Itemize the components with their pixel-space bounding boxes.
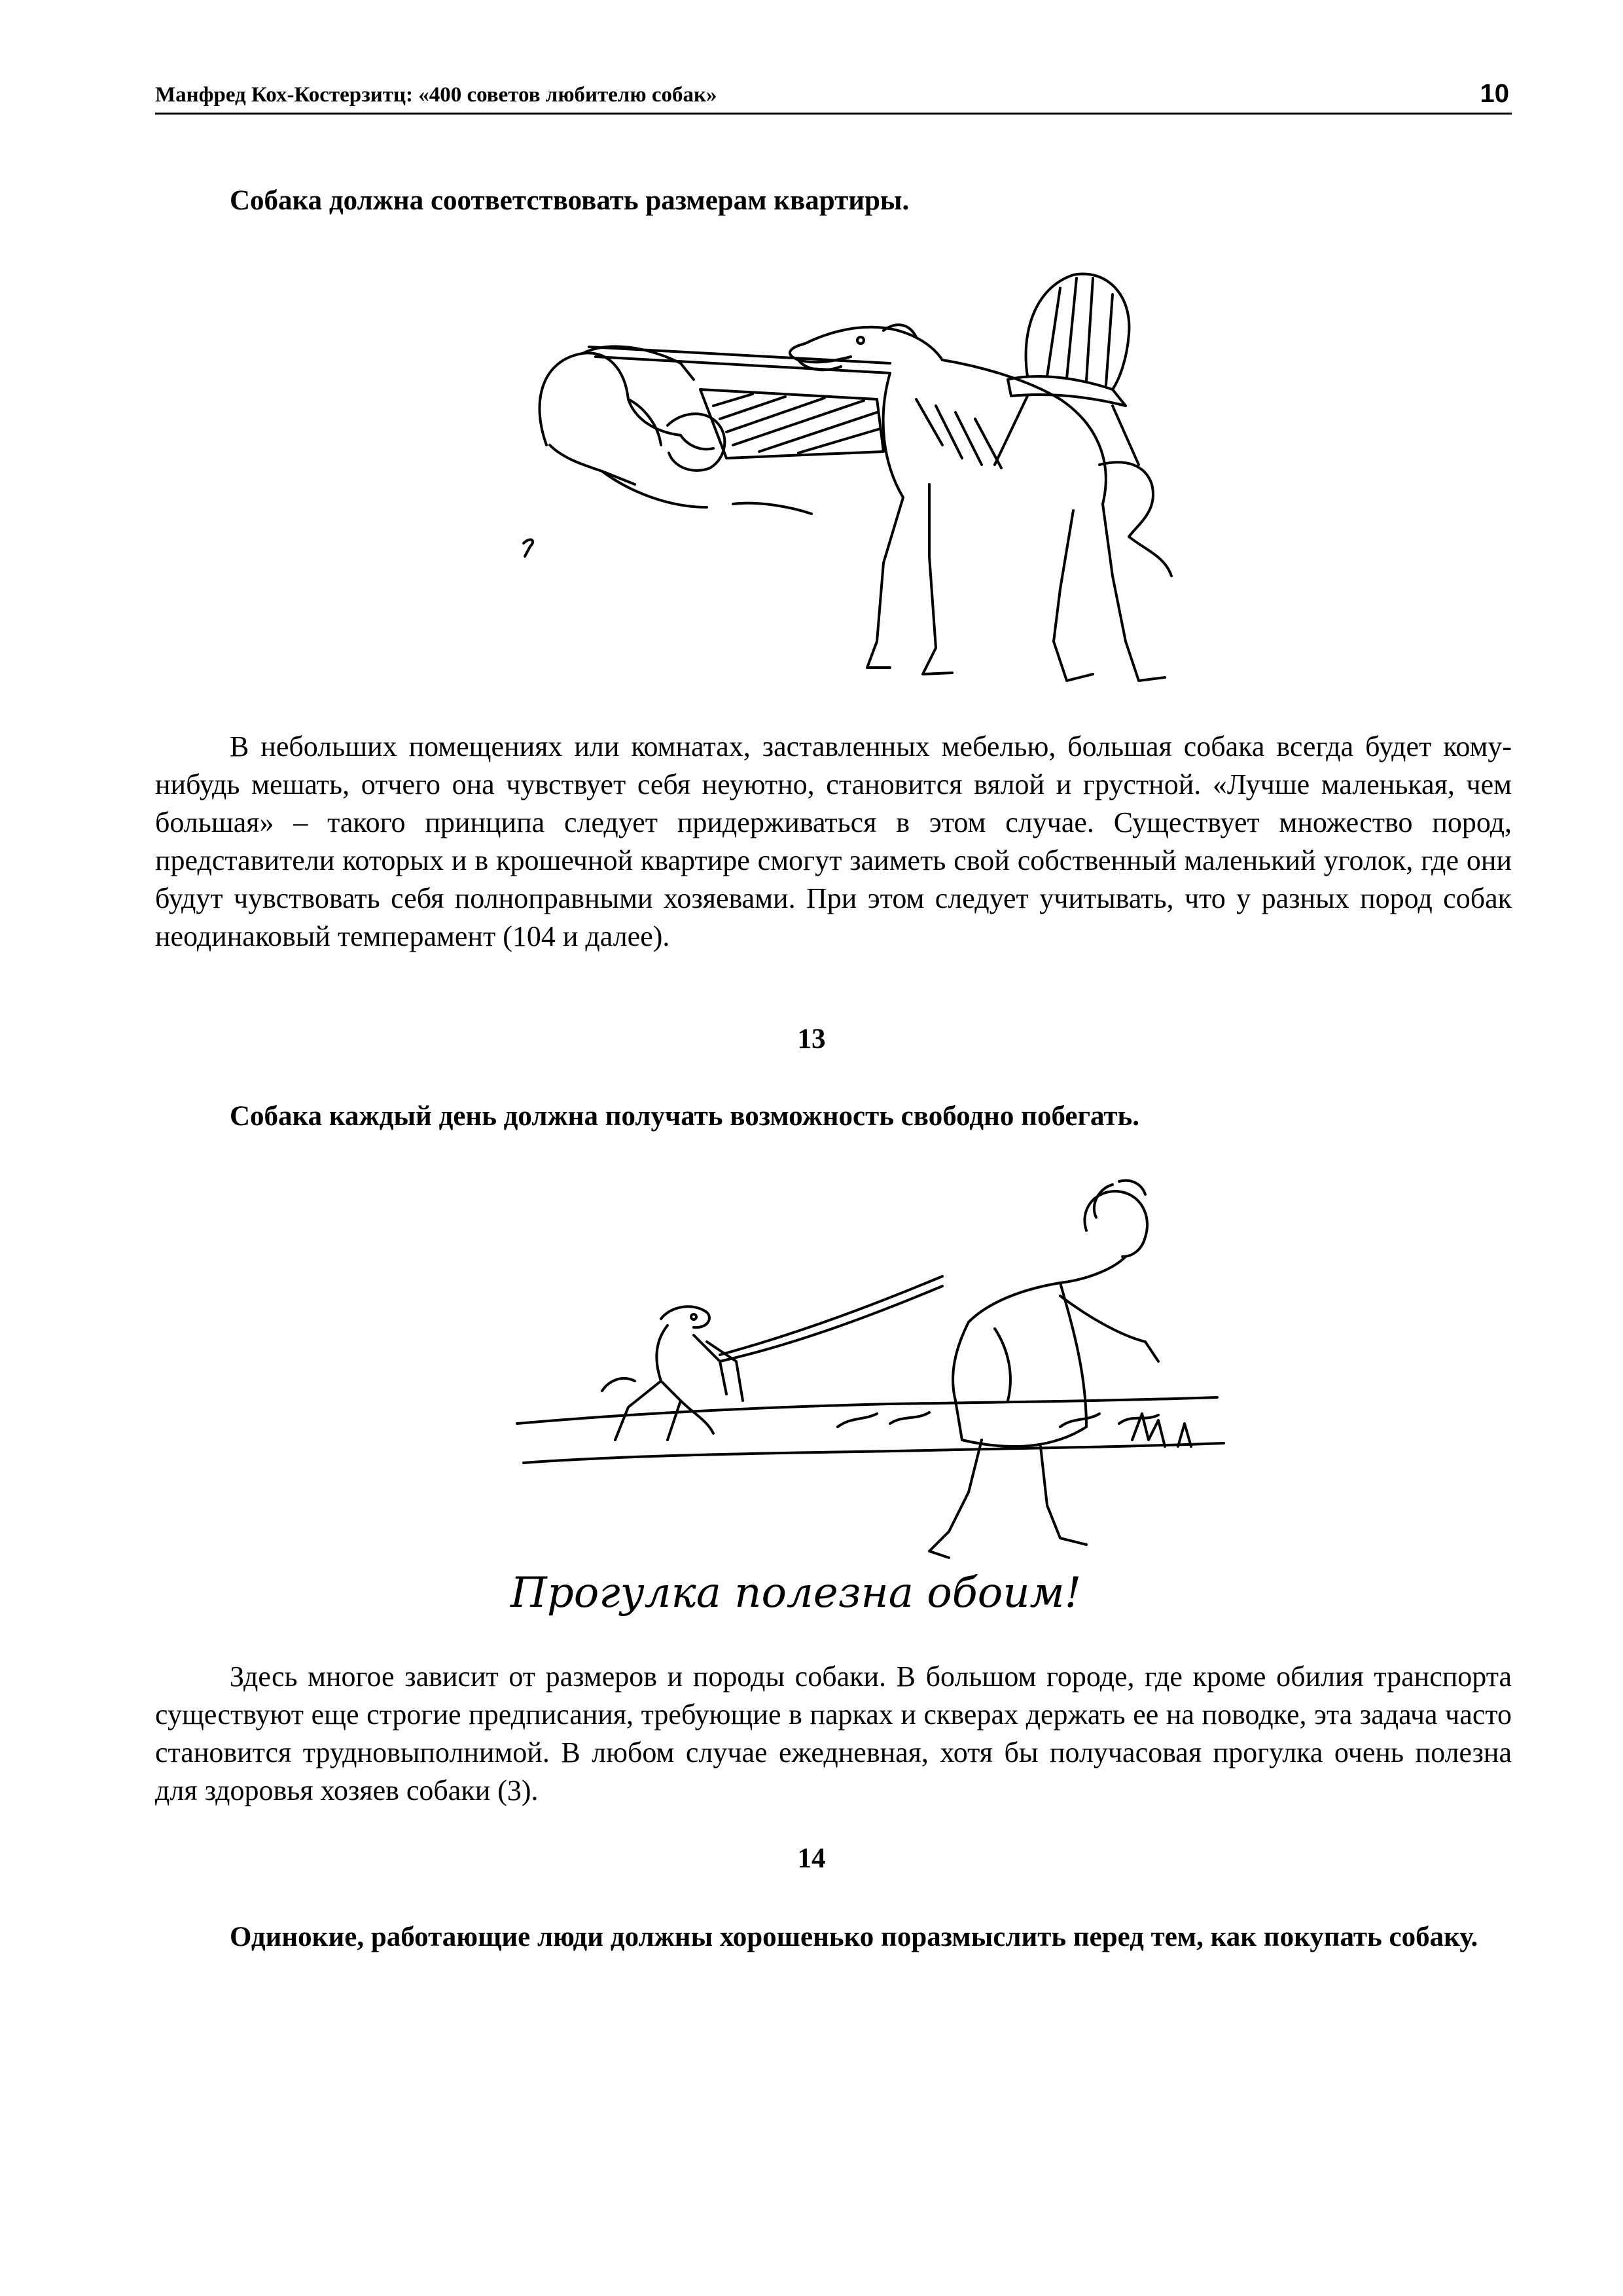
tip-13-paragraph-text: Здесь многое зависит от размеров и породы собаки. В большом городе, где кроме обилия транспорта существуют еще строгие предписания, требующие в парках и скверах держать ее на поводке, эта задача часто становится трудновыполнимой. В любом случае ежедневная, хотя бы получасовая прогулка очень полезна для здоровья хозяев собаки (3). xyxy=(155,1660,1512,1806)
tip-13-number: 13 xyxy=(797,1024,826,1054)
tip-14-number: 14 xyxy=(797,1843,826,1874)
book-title: Манфред Кох-Костерзитц: «400 советов любителю собак» xyxy=(155,83,717,107)
dog-walking-illustration xyxy=(497,1165,1257,1636)
page-number: 10 xyxy=(1480,79,1509,108)
tip-12-paragraph xyxy=(155,728,1512,956)
tip-13-heading: Собака каждый день должна получать возможность свободно побегать. xyxy=(230,1101,1139,1132)
tip-14-heading: Одинокие, работающие люди должны хорошенько поразмыслить перед тем, как покупать собаку. xyxy=(230,1922,1478,1952)
running-header xyxy=(155,71,1512,115)
tip-13-paragraph xyxy=(155,1658,1512,1810)
tip-12-paragraph-text: В небольших помещениях или комнатах, заставленных мебелью, большая собака всегда будет кому-нибудь мешать, отчего она чувствует себя неуютно, становится вялой и грустной. «Лучше маленькая, чем большая» – такого принципа следует придерживаться в этом случае. Существует множество пород, представители которых и в крошечной квартире смогут заиметь свой собственный маленький уголок, где они будут чувствовать себя полноправными хозяевами. При этом следует учитывать, что у разных пород собак неодинаковый темперамент (104 и далее). xyxy=(155,730,1512,952)
illustration-caption: Прогулка полезна обоим! xyxy=(510,1569,1082,1617)
dog-wearing-chair-illustration xyxy=(484,249,1257,707)
tip-14-heading-block xyxy=(155,1918,1512,1957)
tip-12-heading: Собака должна соответствовать размерам квартиры. xyxy=(230,185,910,216)
